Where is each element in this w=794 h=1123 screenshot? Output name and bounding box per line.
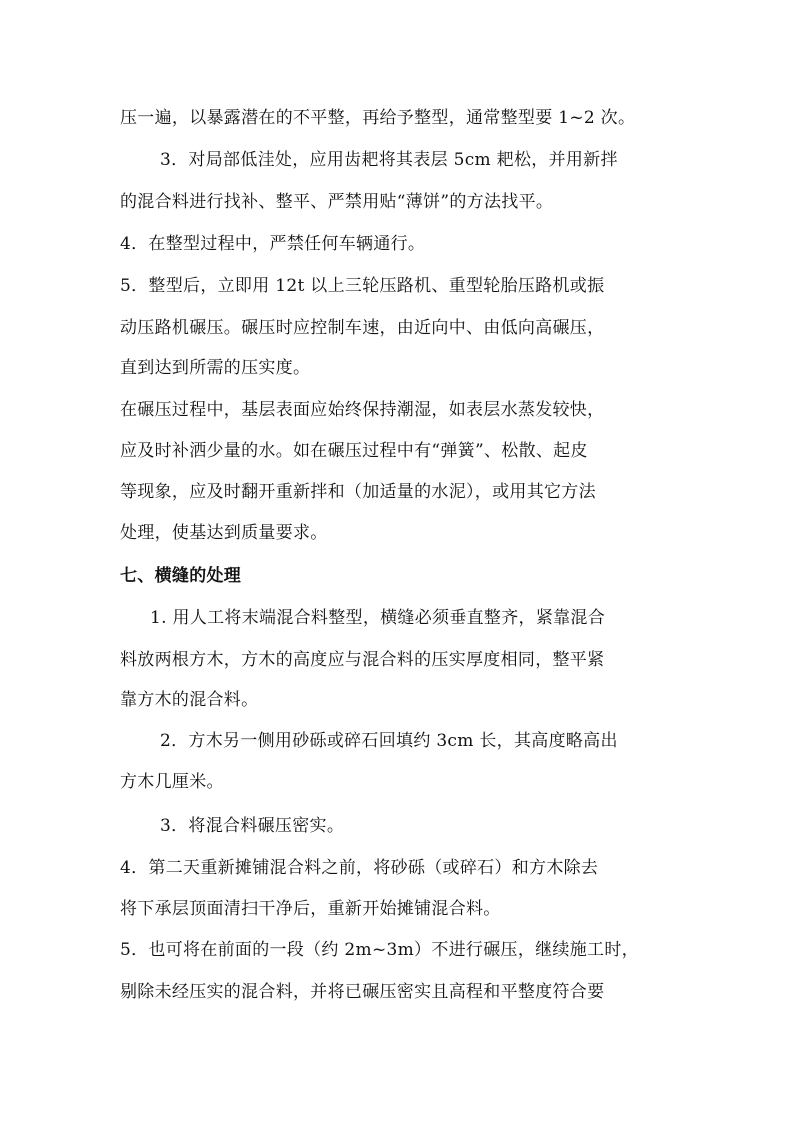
text-line: 将下承层顶面清扫干净后，重新开始摊铺混合料。 [120,899,501,919]
text-line: 剔除未经压实的混合料，并将已碾压密实且高程和平整度符合要 [120,982,605,1002]
text-line: 2．方木另一侧用砂砾或碎石回填约 3cm 长，其高度略高出 [160,731,618,751]
section-heading: 七、横缝的处理 [120,566,242,586]
text-line: 靠方木的混合料。 [120,690,259,710]
text-line: 料放两根方木，方木的高度应与混合料的压实厚度相同，整平紧 [120,650,605,670]
text-line: 的混合料进行找补、整平、严禁用贴“薄饼”的方法找平。 [120,192,554,212]
text-line: 等现象，应及时翻开重新拌和（加适量的水泥），或用其它方法 [120,482,596,502]
text-line: 在碾压过程中，基层表面应始终保持潮湿，如表层水蒸发较快， [120,400,605,420]
text-line: 直到达到所需的压实度。 [120,358,311,378]
text-line: 动压路机碾压。碾压时应控制车速，由近向中、由低向高碾压， [120,318,605,338]
text-line: 处理，使基达到质量要求。 [120,523,328,543]
text-line: 3．将混合料碾压密实。 [160,816,345,836]
text-line: 4．在整型过程中，严禁任何车辆通行。 [120,234,426,254]
text-line: 1. 用人工将末端混合料整型，横缝必须垂直整齐，紧靠混合 [150,608,606,628]
text-line: 3．对局部低洼处，应用齿耙将其表层 5cm 耙松，并用新拌 [160,150,618,170]
text-line: 压一遍，以暴露潜在的不平整，再给予整型，通常整型要 1~2 次。 [120,108,636,128]
text-line: 应及时补洒少量的水。如在碾压过程中有“弹簧”、松散、起皮 [120,441,588,461]
text-line: 5．也可将在前面的一段（约 2m~3m）不进行碾压，继续施工时， [120,940,639,960]
text-line: 5．整型后，立即用 12t 以上三轮压路机、重型轮胎压路机或振 [120,276,605,296]
text-line: 4．第二天重新摊铺混合料之前，将砂砾（或碎石）和方木除去 [120,858,599,878]
text-line: 方木几厘米。 [120,772,224,792]
